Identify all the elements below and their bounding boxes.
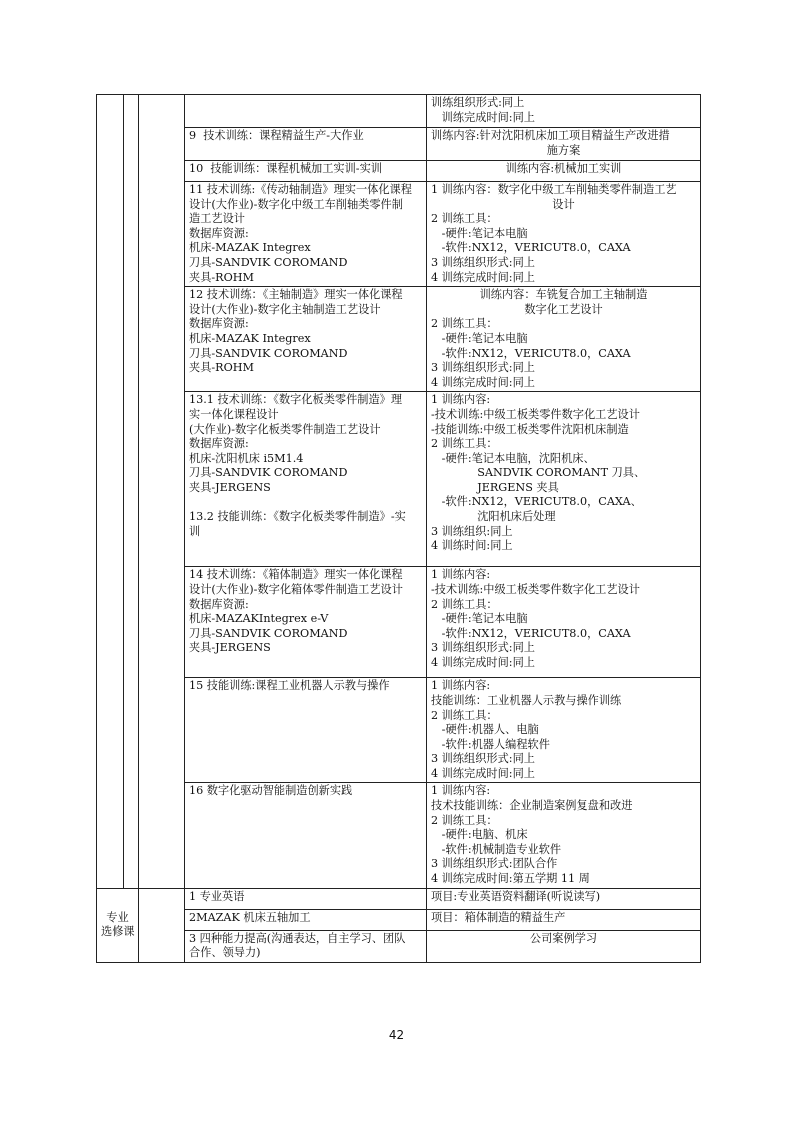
- text-line: 2 训练工具：: [431, 212, 498, 226]
- text-line: 4 训练完成时间:第五学期 11 周: [431, 872, 590, 886]
- table-row: [97, 678, 701, 783]
- text-line: 设计(大作业)-数字化箱体零件制造工艺设计: [189, 582, 403, 596]
- text-line: 数据库资源:: [189, 226, 249, 240]
- table-row: [97, 95, 701, 128]
- text-line: -技能训练:中级工板类零件沈阳机床制造: [431, 422, 629, 436]
- text-line: 实一体化课程设计: [189, 407, 279, 421]
- text-line: 9 技术训练：课程精益生产-大作业: [189, 129, 364, 142]
- table-row: [97, 888, 701, 909]
- text-line: 机床-MAZAKIntegrex e-V: [189, 612, 329, 626]
- text-line: 1 专业英语: [189, 889, 245, 903]
- curriculum-table: [96, 94, 701, 963]
- text-line: 刀具-SANDVIK COROMAND: [189, 466, 348, 480]
- text-line: 2 训练工具：: [431, 708, 498, 722]
- text-line: 项目:专业英语资料翻译(听说读写): [431, 889, 601, 903]
- text-line: 刀具-SANDVIK COROMAND: [189, 255, 348, 269]
- text-line: 合作、领导力): [189, 946, 261, 960]
- course-cell: [185, 287, 427, 392]
- text-line: 3 训练组织形式:同上: [431, 255, 535, 269]
- text-line: 1 训练内容:: [431, 393, 491, 407]
- text-line: 3 训练组织形式:同上: [431, 361, 535, 375]
- course-cell: [185, 392, 427, 567]
- elective-category-cell: [97, 888, 139, 962]
- text-line: 15 技能训练:课程工业机器人示教与操作: [189, 679, 390, 693]
- text-line: -技术训练:中级工板类零件数字化工艺设计: [431, 407, 640, 421]
- text-line: 夹具-ROHM: [189, 270, 254, 284]
- table-row: [97, 567, 701, 678]
- text-line: (大作业)-数字化板类零件制造工艺设计: [189, 422, 381, 436]
- text-line: -软件:NX12，VERICUT8.0，CAXA: [431, 346, 631, 360]
- text-line: 机床-MAZAK Integrex: [189, 241, 311, 255]
- text-line: 16 数字化驱动智能制造创新实践: [189, 784, 353, 798]
- text-line: 1 训练内容:: [431, 568, 491, 582]
- text-line: 机床-MAZAK Integrex: [189, 331, 311, 345]
- subcategory-cell-blank: [124, 95, 139, 889]
- text-line: -硬件:笔记本电脑，沈阳机床、: [431, 451, 595, 465]
- training-cell: [427, 287, 701, 392]
- text-line: JERGENS 夹具: [431, 480, 559, 494]
- text-line: -技术训练:中级工板类零件数字化工艺设计: [431, 582, 640, 596]
- table-row: [97, 182, 701, 287]
- text-line: 4 训练时间:同上: [431, 539, 513, 553]
- training-cell: [427, 567, 701, 678]
- course-cell: [185, 128, 427, 161]
- text-line: -软件:机器人编程软件: [431, 737, 550, 751]
- course-cell: [185, 909, 427, 930]
- text-line: 2 训练工具：: [431, 437, 498, 451]
- text-line: 刀具-SANDVIK COROMAND: [189, 346, 348, 360]
- text-line: 训练内容：车铣复合加工主轴制造: [479, 288, 648, 302]
- text-line: 数字化工艺设计: [524, 302, 603, 316]
- text-line: 2 训练工具：: [431, 597, 498, 611]
- text-line: 4 训练完成时间:同上: [431, 655, 535, 669]
- text-line: -硬件:笔记本电脑: [431, 226, 528, 240]
- course-cell: [185, 783, 427, 888]
- category-label: 专业: [106, 910, 129, 924]
- text-line: -硬件:机器人、电脑: [431, 723, 539, 737]
- course-cell: [185, 182, 427, 287]
- text-line: 刀具-SANDVIK COROMAND: [189, 626, 348, 640]
- text-line: 设计: [552, 197, 575, 211]
- text-line: 2MAZAK 机床五轴加工: [189, 910, 311, 924]
- text-line: 3 训练组织形式:同上: [431, 752, 535, 766]
- course-cell: [185, 161, 427, 182]
- course-cell: [185, 930, 427, 962]
- text-line: 训练内容:机械加工实训: [505, 162, 622, 175]
- training-cell: [427, 128, 701, 161]
- text-line: 1 训练内容：数字化中级工车削轴类零件制造工艺: [431, 183, 677, 196]
- text-line: 12 技术训练：《主轴制造》理实一体化课程: [189, 288, 403, 302]
- text-line: 10 技能训练：课程机械加工实训-实训: [189, 162, 382, 175]
- text-line: 1 训练内容:: [431, 679, 491, 693]
- training-cell: [427, 909, 701, 930]
- table-row: [97, 909, 701, 930]
- text-line: 4 训练完成时间:同上: [431, 375, 535, 389]
- text-line: 造工艺设计: [189, 212, 245, 226]
- text-line: -软件:NX12，VERICUT8.0，CAXA: [431, 241, 631, 255]
- table-row: [97, 930, 701, 962]
- text-line: 训练内容:针对沈阳机床加工项目精益生产改进措: [431, 129, 670, 142]
- text-line: 数据库资源:: [189, 437, 249, 451]
- text-line: 1 训练内容:: [431, 784, 491, 798]
- training-cell: [427, 783, 701, 888]
- text-line: 训练组织形式:同上: [431, 96, 525, 109]
- training-cell: [427, 392, 701, 567]
- course-group-cell-blank: [139, 95, 185, 889]
- text-line: 训练完成时间:同上: [431, 110, 535, 124]
- text-line: 训: [189, 524, 201, 538]
- text-line: 4 训练完成时间:同上: [431, 766, 535, 780]
- text-line: 3 训练组织:同上: [431, 524, 513, 538]
- text-line: -软件:NX12，VERICUT8.0，CAXA、: [431, 495, 642, 509]
- table-row: [97, 783, 701, 888]
- text-line: 数据库资源:: [189, 317, 249, 331]
- training-cell: [427, 95, 701, 128]
- text-line: 夹具-JERGENS: [189, 480, 271, 494]
- text-line: 设计(大作业)-数字化主轴制造工艺设计: [189, 302, 381, 316]
- training-cell: [427, 930, 701, 962]
- text-line: 施方案: [546, 143, 581, 157]
- training-cell: [427, 888, 701, 909]
- course-cell: [185, 678, 427, 783]
- text-line: 公司案例学习: [529, 931, 598, 945]
- text-line: -硬件:笔记本电脑: [431, 331, 528, 345]
- text-line: [189, 495, 422, 510]
- text-line: 夹具-ROHM: [189, 361, 254, 375]
- text-line: -硬件:电脑、机床: [431, 828, 528, 842]
- text-line: -软件:机械制造专业软件: [431, 842, 562, 856]
- page-number: 42: [388, 1028, 405, 1042]
- table-row: [97, 161, 701, 182]
- table-row: [97, 128, 701, 161]
- course-cell: [185, 888, 427, 909]
- course-cell: [185, 567, 427, 678]
- training-cell: [427, 161, 701, 182]
- text-line: -硬件:笔记本电脑: [431, 612, 528, 626]
- text-line: 11 技术训练:《传动轴制造》理实一体化课程: [189, 183, 412, 196]
- text-line: SANDVIK COROMANT 刀具、: [431, 466, 646, 480]
- elective-group-cell-blank: [139, 888, 185, 962]
- text-line: 2 训练工具：: [431, 813, 498, 827]
- category-label: 选修课: [101, 925, 135, 939]
- text-line: 4 训练完成时间:同上: [431, 270, 535, 284]
- table-row: [97, 392, 701, 567]
- training-cell: [427, 678, 701, 783]
- text-line: 14 技术训练：《箱体制造》理实一体化课程: [189, 568, 403, 582]
- text-line: 13.2 技能训练：《数字化板类零件制造》-实: [189, 510, 406, 524]
- text-line: 设计(大作业)-数字化中级工车削轴类零件制: [189, 197, 403, 211]
- text-line: 3 训练组织形式:同上: [431, 641, 535, 655]
- text-line: 沈阳机床后处理: [431, 510, 556, 524]
- category-cell-blank: [97, 95, 124, 889]
- text-line: 数据库资源:: [189, 597, 249, 611]
- training-cell: [427, 182, 701, 287]
- text-line: 13.1 技术训练：《数字化板类零件制造》理: [189, 393, 403, 407]
- text-line: 技术技能训练：企业制造案例复盘和改进: [431, 799, 633, 813]
- course-cell: [185, 95, 427, 128]
- text-line: 夹具-JERGENS: [189, 641, 271, 655]
- text-line: 项目：箱体制造的精益生产: [431, 910, 566, 924]
- text-line: 3 训练组织形式:团队合作: [431, 857, 558, 871]
- text-line: 3 四种能力提高(沟通表达，自主学习、团队: [189, 931, 406, 945]
- text-line: 技能训练：工业机器人示教与操作训练: [431, 693, 622, 707]
- table-row: [97, 287, 701, 392]
- text-line: -软件:NX12，VERICUT8.0，CAXA: [431, 626, 631, 640]
- text-line: 2 训练工具：: [431, 317, 498, 331]
- text-line: 机床-沈阳机床 i5M1.4: [189, 451, 304, 465]
